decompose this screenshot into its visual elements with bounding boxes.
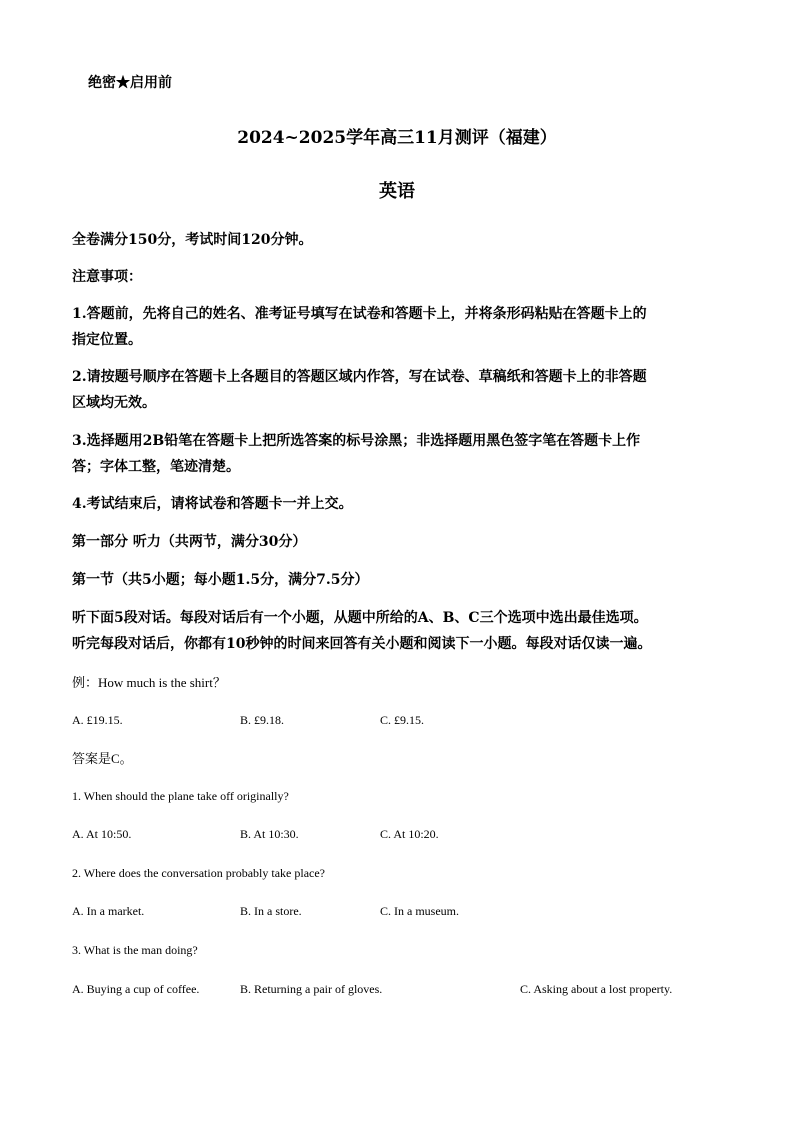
exam-title: 2024~2025学年高三11月测评（福建） [237, 128, 557, 148]
instructions-line-1: 听下面5段对话。每段对话后有一个小题，从题中所给的A、B、C三个选项中选出最佳选项。 [72, 610, 648, 626]
example-option-a: A. £19.15. [72, 713, 123, 727]
question-2-option-b: B. In a store. [240, 904, 302, 918]
question-1-option-b: B. At 10:30. [240, 827, 299, 841]
notice-2-line-1: 2.请按题号顺序在答题卡上各题目的答题区域内作答，写在试卷、草稿纸和答题卡上的非答题 [72, 369, 647, 385]
section-1-heading: 第一节（共5小题；每小题1.5分，满分7.5分） [72, 572, 369, 588]
notice-3-line-1: 3.选择题用2B铅笔在答题卡上把所选答案的标号涂黑；非选择题用黑色签字笔在答题卡上作 [72, 433, 641, 449]
score-time-note: 全卷满分150分，考试时间120分钟。 [72, 232, 313, 248]
question-3-option-c: C. Asking about a lost property. [520, 982, 673, 996]
secret-label: 绝密★启用前 [88, 75, 172, 91]
notice-2-line-2: 区域均无效。 [72, 395, 156, 411]
notice-3-line-2: 答；字体工整，笔迹清楚。 [72, 459, 240, 475]
question-1-option-c: C. At 10:20. [380, 827, 439, 841]
notice-1-line-2: 指定位置。 [72, 332, 142, 348]
example-question: 例：How much is the shirt？ [72, 675, 226, 690]
question-2-stem: 2. Where does the conversation probably take place? [72, 866, 326, 880]
question-3-option-b: B. Returning a pair of gloves. [240, 982, 383, 996]
notice-4-line-1: 4.考试结束后，请将试卷和答题卡一并上交。 [72, 496, 353, 512]
example-answer: 答案是C。 [72, 751, 133, 766]
question-2-option-c: C. In a museum. [380, 904, 459, 918]
subject-title: 英语 [379, 181, 415, 202]
part-1-heading: 第一部分 听力（共两节，满分30分） [72, 534, 307, 550]
notice-heading: 注意事项： [72, 269, 142, 285]
question-2-option-a: A. In a market. [72, 904, 145, 918]
question-3-option-a: A. Buying a cup of coffee. [72, 982, 200, 996]
question-1-stem: 1. When should the plane take off originally? [72, 789, 289, 803]
instructions-line-2: 听完每段对话后，你都有10秒钟的时间来回答有关小题和阅读下一小题。每段对话仅读一遍。 [72, 636, 652, 652]
example-option-b: B. £9.18. [240, 713, 285, 727]
notice-1-line-1: 1.答题前，先将自己的姓名、准考证号填写在试卷和答题卡上，并将条形码粘贴在答题卡上的 [72, 306, 647, 322]
example-option-c: C. £9.15. [380, 713, 425, 727]
question-1-option-a: A. At 10:50. [72, 827, 132, 841]
question-3-stem: 3. What is the man doing? [72, 943, 198, 957]
